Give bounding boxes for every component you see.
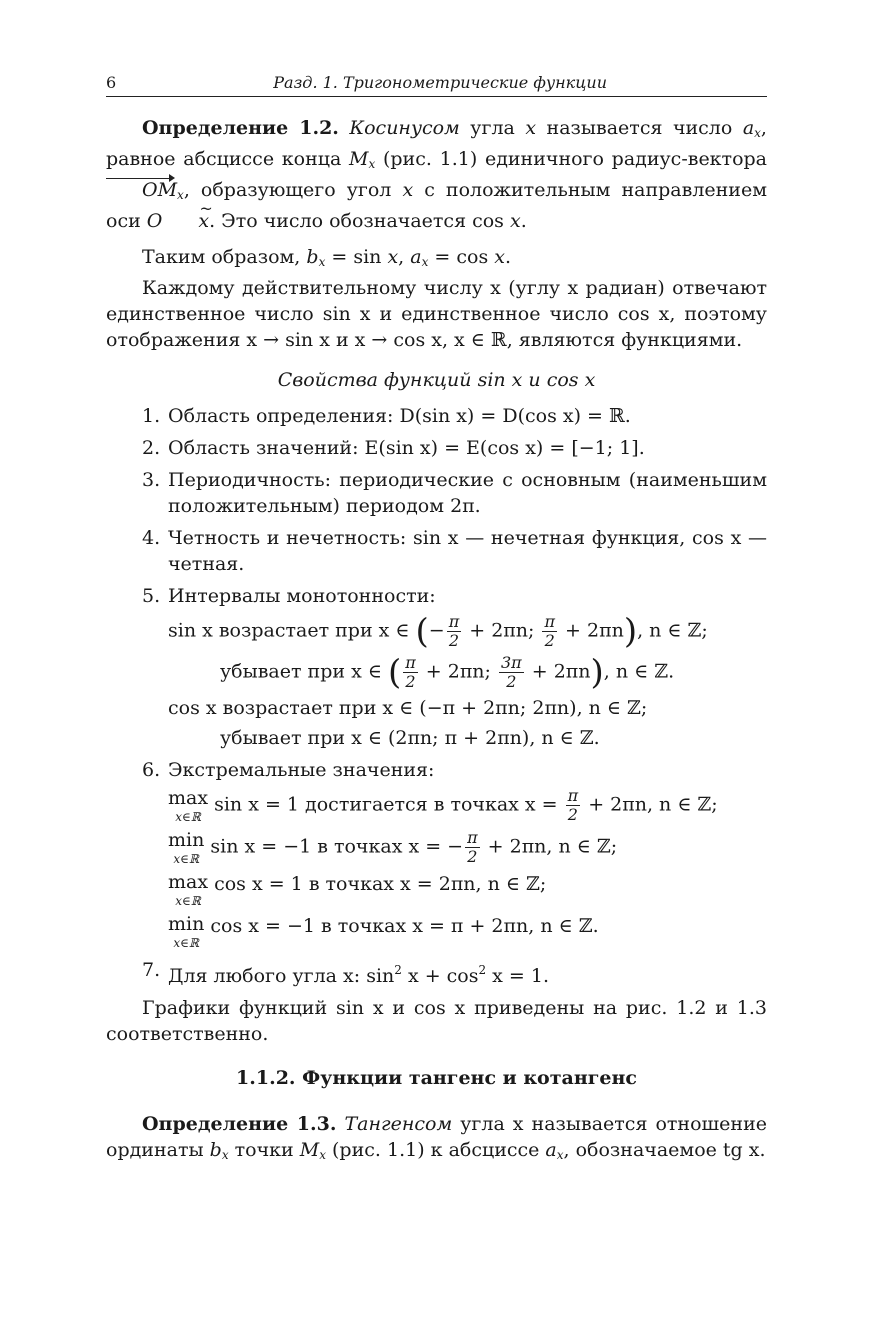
subscript: x [318, 255, 326, 269]
text: , образующего угол [183, 179, 403, 201]
graphs-paragraph: Графики функций sin x и cos x приведены на рис. 1.2 и 1.3 соответственно. [106, 997, 767, 1045]
item-number: 6. [142, 759, 161, 781]
item-number: 3. [142, 469, 161, 491]
fraction [465, 829, 480, 866]
limit-operator [168, 913, 204, 951]
running-header [106, 72, 767, 97]
list-item [142, 757, 767, 951]
every-number-paragraph: Каждому действительному числу x (углу x радиан) отвечают единственное число sin x и единственное число cos x, поэтому отображения x → sin x и x → cos x, x ∈ ℝ, являются функциями. [106, 277, 767, 351]
paren: ) [590, 652, 604, 693]
definition-1-2: Определение 1.2. Косинусом угла x называется число $a_x$, равное абсциссе конца $M_x$ (рис. 1.1) единичного радиус-вектора $OM_x$, образующего угол x с положительным направлением оси O~ x. Это число обозначается cos x. [106, 115, 767, 234]
subscript: x [754, 126, 761, 140]
text: sin x = −1 в точках x = − [204, 835, 464, 858]
text: + 2πn, n ∈ ℤ; [582, 793, 718, 816]
text: с положительным направлением оси [106, 179, 767, 232]
operator: min [168, 913, 205, 935]
operator: max [168, 871, 209, 893]
operator: max [168, 787, 209, 809]
text: . [504, 246, 512, 268]
text: + 2πn; [463, 619, 541, 642]
paren: ( [387, 652, 402, 693]
text: (рис. 1.1) единичного радиус-вектора [375, 148, 767, 170]
var: x [509, 210, 521, 232]
item-text: Область значений: E(sin x) = E(cos x) = [−1; 1]. [168, 437, 645, 459]
denominator: 2 [448, 631, 460, 650]
operator-subscript: x∈ℝ [173, 852, 199, 866]
numerator: π [467, 828, 478, 847]
text: = sin [325, 246, 388, 268]
text: x + cos [401, 965, 479, 987]
text: точки [228, 1139, 300, 1161]
text: − [428, 619, 445, 642]
sin-increasing [168, 613, 767, 650]
numerator: π [448, 612, 460, 631]
var: x [387, 246, 399, 268]
properties-list [106, 403, 767, 989]
var: x [494, 246, 505, 268]
text: x = 1. [486, 965, 550, 987]
var: b [306, 246, 319, 268]
var: x [525, 117, 537, 139]
text: + 2πn; [419, 660, 497, 683]
operator: min [168, 829, 205, 851]
denominator: 2 [544, 631, 555, 650]
text: , n ∈ ℤ; [637, 619, 708, 642]
text: cos x = −1 в точках x = π + 2πn, n ∈ ℤ. [204, 915, 599, 937]
item-text: Периодичность: периодические с основным (наименьшим положительным) периодом 2π. [168, 469, 767, 517]
list-item [142, 957, 767, 989]
text: , обозначаемое tg x. [563, 1139, 766, 1161]
var: O [146, 210, 163, 232]
properties-title: Свойства функций sin x и cos x [277, 369, 596, 391]
subscript: x [556, 1148, 564, 1162]
var: a [545, 1139, 557, 1161]
page-number: 6 [106, 73, 117, 92]
list-item [142, 467, 767, 519]
subscript: x [368, 157, 376, 171]
denominator: 2 [405, 672, 416, 691]
item-number: 4. [142, 527, 161, 549]
item-number: 5. [142, 585, 161, 607]
var: M [349, 148, 369, 170]
thus-paragraph [106, 244, 767, 275]
denominator: 2 [467, 847, 478, 866]
item-text: Область определения: D(sin x) = D(cos x) = ℝ. [168, 405, 631, 427]
item-number: 1. [142, 405, 161, 427]
item-number: 2. [142, 437, 161, 459]
text: , равное абсциссе конца [106, 117, 767, 170]
limit-operator [168, 829, 204, 867]
definition-1-3 [106, 1111, 767, 1168]
list-item [142, 403, 767, 429]
operator-subscript: x∈ℝ [175, 894, 201, 908]
text: (рис. 1.1) к абсциссе [325, 1139, 546, 1161]
list-item [142, 525, 767, 577]
superscript: 2 [394, 963, 402, 977]
text: Таким образом, [142, 246, 307, 268]
text: cos x = 1 в точках x = 2πn, n ∈ ℤ; [208, 873, 547, 895]
subscript: x [421, 255, 429, 269]
list-item [142, 583, 767, 751]
operator-subscript: x∈ℝ [175, 810, 201, 824]
section-heading: 1.1.2. Функции тангенс и котангенс [236, 1067, 637, 1089]
text: угла x называется отношение ординаты [106, 1113, 767, 1161]
vector-om: OM [106, 177, 177, 203]
subscript: x [221, 1148, 229, 1162]
numerator: π [567, 786, 579, 805]
fraction [499, 654, 524, 691]
superscript: 2 [478, 963, 487, 977]
limit-operator [168, 871, 208, 909]
sin-decreasing [168, 654, 767, 691]
var: a [410, 246, 422, 268]
text: угла [459, 117, 526, 139]
cos-increasing: cos x возрастает при x ∈ (−π + 2πn; 2πn), n ∈ ℤ; [168, 697, 648, 719]
item-number: 7. [142, 959, 161, 981]
text: , [398, 246, 411, 268]
text: = cos [428, 246, 495, 268]
text: + 2πn [525, 660, 591, 683]
text: убывает при x ∈ [220, 660, 388, 683]
fraction [403, 654, 418, 691]
term-tangent: Тангенсом [344, 1113, 453, 1135]
denominator: 2 [506, 672, 517, 691]
text: . Это число обозначается cos [209, 210, 510, 232]
subscript: x [177, 188, 184, 202]
item-text: Интервалы монотонности: [168, 585, 436, 607]
text: sin x возрастает при x ∈ [168, 619, 416, 642]
extremum-line [168, 829, 767, 867]
extremum-line [168, 871, 767, 909]
var: x [402, 179, 414, 201]
paren: ( [415, 611, 429, 652]
paren: ) [623, 611, 638, 652]
definition-label: Определение 1.2. [142, 117, 339, 139]
var: M [299, 1139, 320, 1161]
text: , n ∈ ℤ. [603, 660, 675, 683]
item-text: Экстремальные значения: [168, 759, 435, 781]
var: b [209, 1139, 222, 1161]
axis-x-tilde: ~ x [162, 208, 209, 234]
fraction [566, 787, 581, 824]
running-title: Разд. 1. Тригонометрические функции [273, 73, 607, 92]
fraction [542, 613, 557, 650]
text: называется число [536, 117, 743, 139]
text: Для любого угла x: sin [168, 965, 395, 987]
definition-label: Определение 1.3. [142, 1113, 337, 1135]
subscript: x [319, 1148, 326, 1162]
list-item [142, 435, 767, 461]
extremum-line [168, 913, 767, 951]
numerator: 3π [501, 653, 522, 672]
text: + 2πn [559, 619, 624, 642]
numerator: π [405, 653, 416, 672]
text: sin x = 1 достигается в точках x = [208, 793, 564, 816]
item-text: Четность и нечетность: sin x — нечетная функция, cos x — четная. [168, 527, 767, 575]
extremum-line [168, 787, 767, 825]
denominator: 2 [567, 805, 578, 824]
term-cosine: Косинусом [349, 117, 460, 139]
page [106, 72, 767, 1168]
operator-subscript: x∈ℝ [173, 936, 199, 950]
text: + 2πn, n ∈ ℤ; [481, 835, 618, 858]
fraction [447, 613, 462, 650]
var: a [742, 117, 755, 139]
cos-decreasing: убывает при x ∈ (2πn; π + 2πn), n ∈ ℤ. [220, 727, 600, 749]
numerator: π [544, 612, 555, 631]
limit-operator [168, 787, 208, 825]
